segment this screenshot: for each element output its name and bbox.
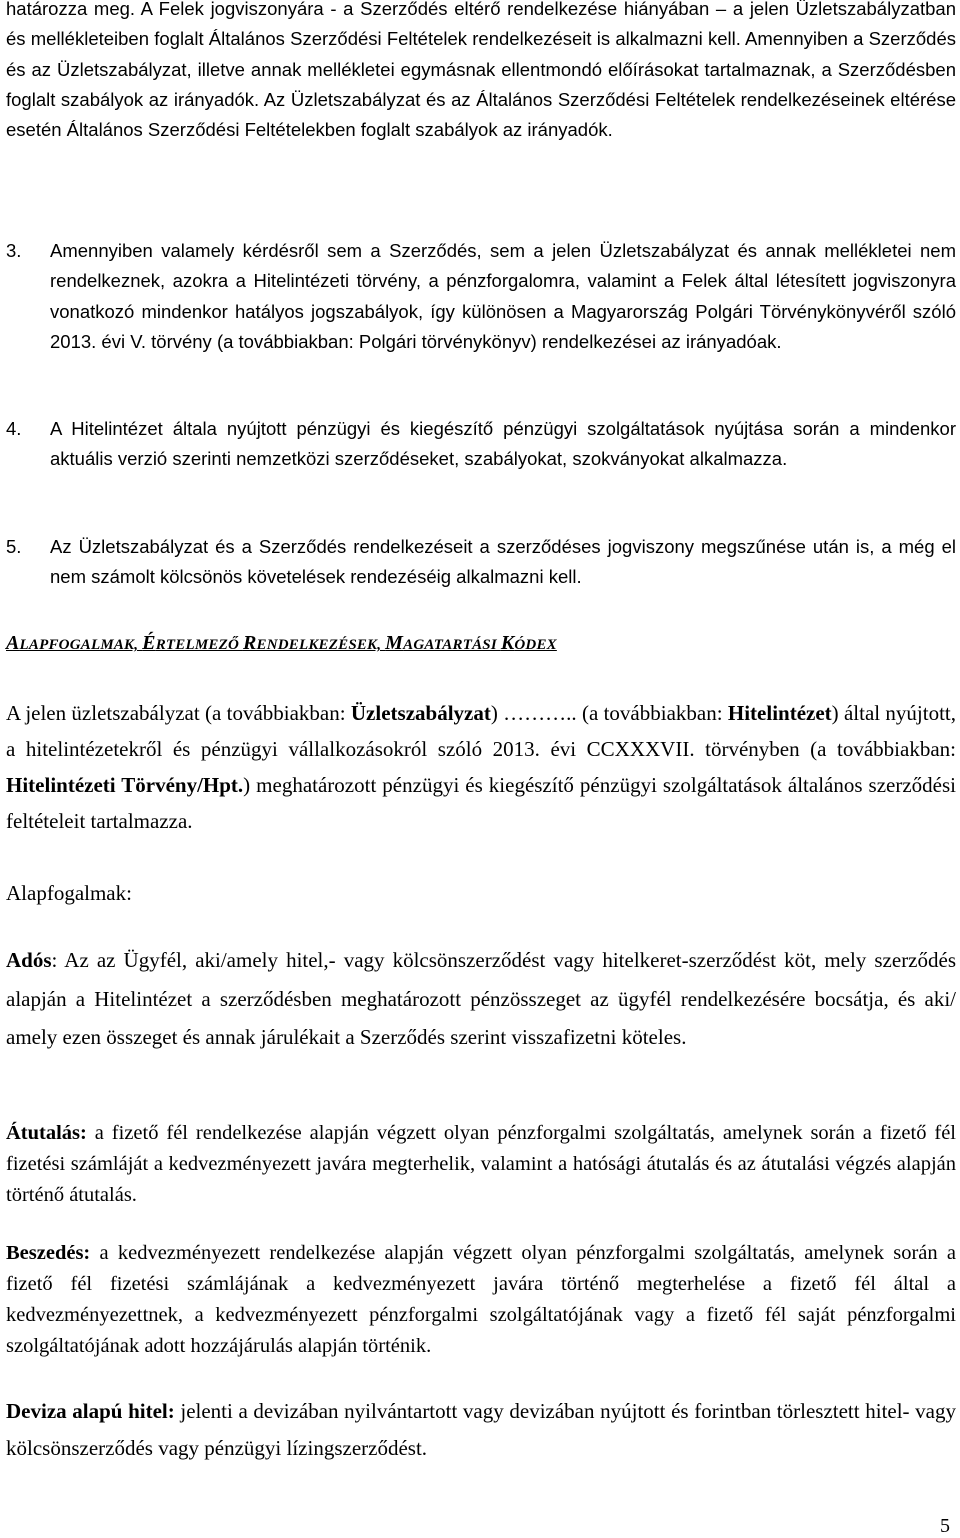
heading-cap: K [500,632,515,654]
heading-rest: RTELMEZŐ [155,637,243,653]
scope-text: ) meghatározott pénzügyi és kiegészítő pénzügyi szolgáltatások általános szerződési feltételeit tartalmazza. [6,773,956,833]
definition-text: Az az Ügyfél, aki/amely hitel,- vagy kölcsönszerződést vagy hitelkeret-szerződést köt, mely szerződés alapján a Hitelintézet a szerződésben meghatározott pénzösszeget az ügyfél rendelkezésére bocsátja, és aki/ amely ezen összeget és annak járulékait a Szerződés szerint visszafizetni köteles. [6,948,956,1049]
definition-term: Adós [6,948,52,972]
heading-rest: ÓDEX [514,637,557,653]
heading-cap: R [242,632,257,654]
scope-paragraph [6,695,956,839]
definition-paragraph [6,1393,956,1466]
definition-separator: : [51,948,58,972]
heading-rest: AGATARTÁSI [403,637,501,653]
scope-text: A jelen üzletszabályzat (a továbbiakban: [6,701,351,725]
item-paragraph: A Hitelintézet általa nyújtott pénzügyi és kiegészítő pénzügyi szolgáltatások nyújtása során a mindenkor aktuális verzió szerinti nemzetközi szerződéseket, szabályokat, szokványokat alkalmazza. [50,418,956,470]
heading-rest: ENDELKEZÉSEK, [256,637,386,653]
definitions-label: Alapfogalmak: [6,881,132,905]
scope-text: ) ……….. (a továbbiakban: [490,701,728,725]
definition-text: a kedvezményezett rendelkezése alapján végzett olyan pénzforgalmi szolgáltatás, amelynek során a fizető fél fizetési számlájának a kedvezményezett javára történő megterhelése a fizető fél által a kedvezményezettnek, a kedvezményezett pénzforgalmi szolgáltatójának vagy a fizető fél saját pénzforgalmi szolgáltatójának adott hozzájárulás alapján történik. [6,1242,956,1357]
intro-paragraph: határozza meg. A Felek jogviszonyára - a Szerződés eltérő rendelkezése hiányában – a jelen Üzletszabályzatban és mellékleteiben foglalt Általános Szerződési Feltételek rendelkezéseit is alkalmazni kell. Amennyiben a Szerződés és az Üzletszabályzat, illetve annak mellékletei egymásnak ellentmondó előírásokat tartalmaznak, a Szerződésben foglalt szabályok az irányadók. Az Üzletszabályzat és az Általános Szerződési Feltételek rendelkezéseinek eltérése esetén Általános Szerződési Feltételekben foglalt szabályok az irányadók. [6,0,956,141]
item-paragraph: Az Üzletszabályzat és a Szerződés rendelkezéseit a szerződéses jogviszony megszűnése után is, a még el nem számolt kölcsönös követelések rendezéséig alkalmazni kell. [50,536,956,588]
section-heading [6,632,557,655]
item-number: 4. [6,418,22,439]
item-paragraph: Amennyiben valamely kérdésről sem a Szerződés, sem a jelen Üzletszabályzat és annak mellékletei nem rendelkeznek, azokra a Hitelintézeti törvény, a pénzforgalomra, valamint a Felek által létesített jogviszonyra vonatkozó mindenkor hatályos jogszabályok, így különösen a Magyarország Polgári Törvénykönyvéről szóló 2013. évi V. törvény (a továbbiakban: Polgári törvénykönyv) rendelkezései az irányadóak. [50,240,956,352]
heading-cap: É [142,632,156,654]
item-number: 3. [6,240,22,261]
definition-term: Átutalás: [6,1122,87,1144]
definition-paragraph [6,1118,956,1211]
page-number: 5 [940,1515,950,1537]
heading-rest: LAPFOGALMAK, [19,637,143,653]
scope-term: Hitelintézet [727,701,832,725]
heading-cap: M [385,632,404,654]
definition-term: Deviza alapú hitel: [6,1399,175,1423]
definition-text: jelenti a devizában nyilvántartott vagy devizában nyújtott és forintban törlesztett hitel- vagy kölcsönszerződés vagy pénzügyi lízingszerződést. [6,1399,956,1460]
definition-paragraph [6,941,956,1057]
scope-term: Hitelintézeti Törvény/Hpt. [6,773,244,797]
heading-cap: A [6,632,20,654]
scope-text: ) által nyújtott, a hitelintézetekről és pénzügyi vállalkozásokról szóló 2013. évi CCXXXVII. törvényben (a továbbiakban: [6,701,956,761]
item-number: 5. [6,536,22,557]
definition-paragraph [6,1238,956,1362]
scope-term: Üzletszabályzat [350,701,491,725]
definition-term: Beszedés: [6,1242,91,1264]
definition-text: a fizető fél rendelkezése alapján végzett olyan pénzforgalmi szolgáltatás, amelynek során a fizető fél fizetési számláját a kedvezményezett javára megterhelik, valamint a hatósági átutalás és az átutalási végzés alapján történő átutalás. [6,1122,956,1206]
